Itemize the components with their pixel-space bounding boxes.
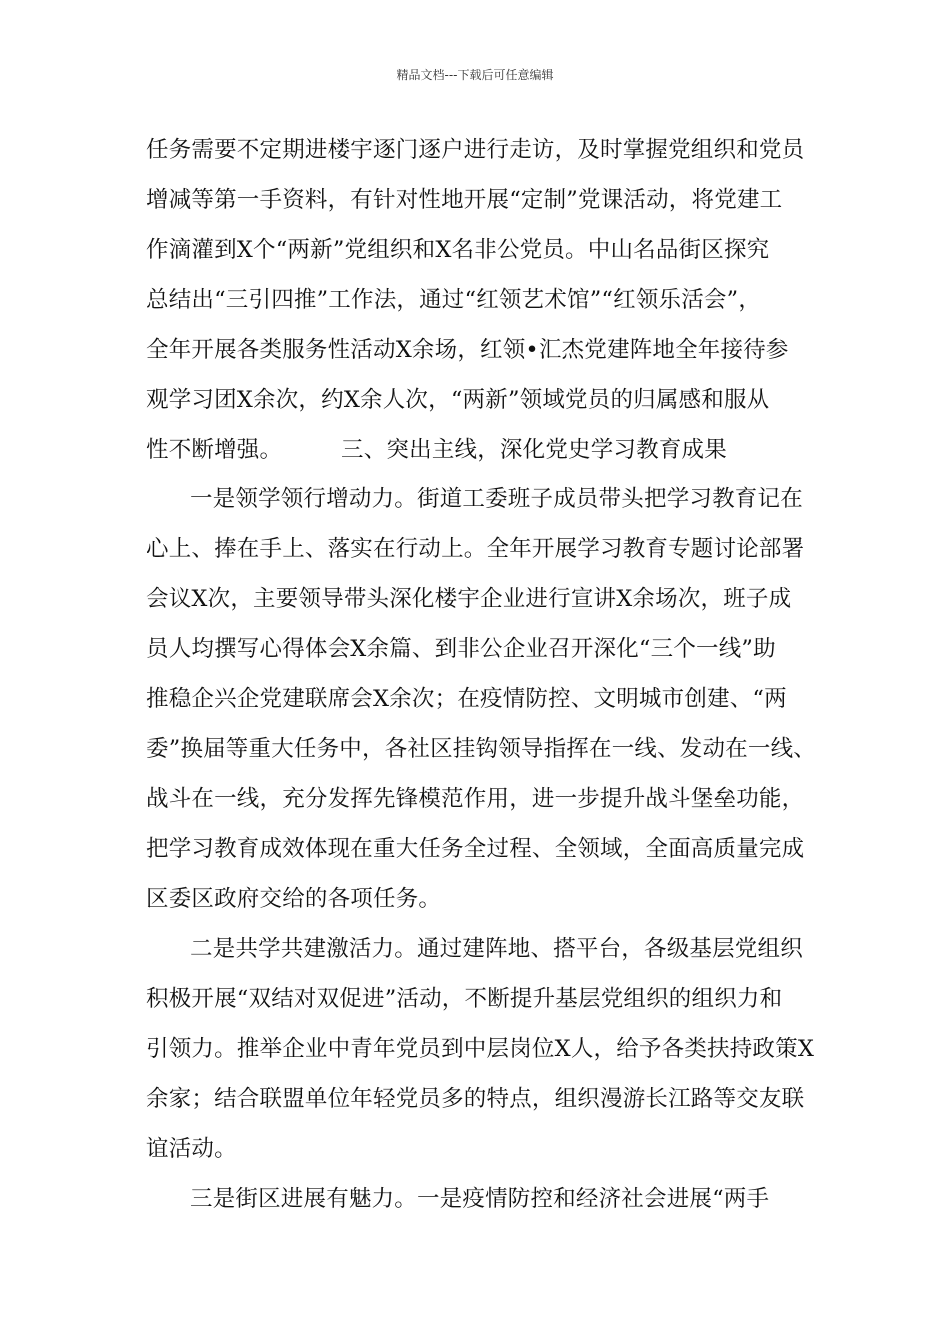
body-line: 委”换届等重大任务中，各社区挂钩领导指挥在一线、发动在一线、 <box>146 736 817 762</box>
body-line: 把学习教育成效体现在重大任务全过程、全领域，全面高质量完成 <box>146 836 805 862</box>
body-line: 任务需要不定期进楼宇逐门逐户进行走访，及时掌握党组织和党员 <box>146 137 805 163</box>
paragraph-first-line: 二是共学共建激活力。通过建阵地、搭平台，各级基层党组织 <box>190 936 803 962</box>
body-line: 作滴灌到X个“两新”党组织和X名非公党员。中山名品街区探究 <box>146 237 770 263</box>
body-line: 引领力。推举企业中青年党员到中层岗位X人，给予各类扶持政策X <box>146 1036 815 1062</box>
body-line: 观学习团X余次，约X余人次，“两新”领域党员的归属感和服从 <box>146 387 770 413</box>
body-line: 推稳企兴企党建联席会X余次；在疫情防控、文明城市创建、“两 <box>146 686 787 712</box>
body-line: 全年开展各类服务性活动X余场，红领•汇杰党建阵地全年接待参 <box>146 337 789 363</box>
body-line: 余家；结合联盟单位年轻党员多的特点，组织漫游长江路等交友联 <box>146 1086 805 1112</box>
body-line: 总结出“三引四推”工作法，通过“红领艺术馆”“红领乐活会”， <box>146 287 762 313</box>
paragraph-first-line: 三是街区进展有魅力。一是疫情防控和经济社会进展“两手 <box>190 1186 770 1212</box>
body-line: 区委区政府交给的各项任务。 <box>146 886 442 912</box>
body-line: 战斗在一线，充分发挥先锋模范作用，进一步提升战斗堡垒功能， <box>146 786 805 812</box>
body-line: 会议X次，主要领导带头深化楼宇企业进行宣讲X余场次，班子成 <box>146 586 792 612</box>
body-line: 员人均撰写心得体会X余篇、到非公企业召开深化“三个一线”助 <box>146 636 776 662</box>
section-heading-line: 性不断增强。 三、突出主线，深化党史学习教育成果 <box>146 437 727 463</box>
body-line: 心上、捧在手上、落实在行动上。全年开展学习教育专题讨论部署 <box>146 536 805 562</box>
body-line: 增减等第一手资料，有针对性地开展“定制”党课活动，将党建工 <box>146 187 783 213</box>
page-header: 精品文档---下载后可任意编辑 <box>396 68 554 82</box>
body-line: 谊活动。 <box>146 1136 237 1162</box>
paragraph-first-line: 一是领学领行增动力。街道工委班子成员带头把学习教育记在 <box>190 486 803 512</box>
body-line: 积极开展“双结对双促进”活动，不断提升基层党组织的组织力和 <box>146 986 783 1012</box>
